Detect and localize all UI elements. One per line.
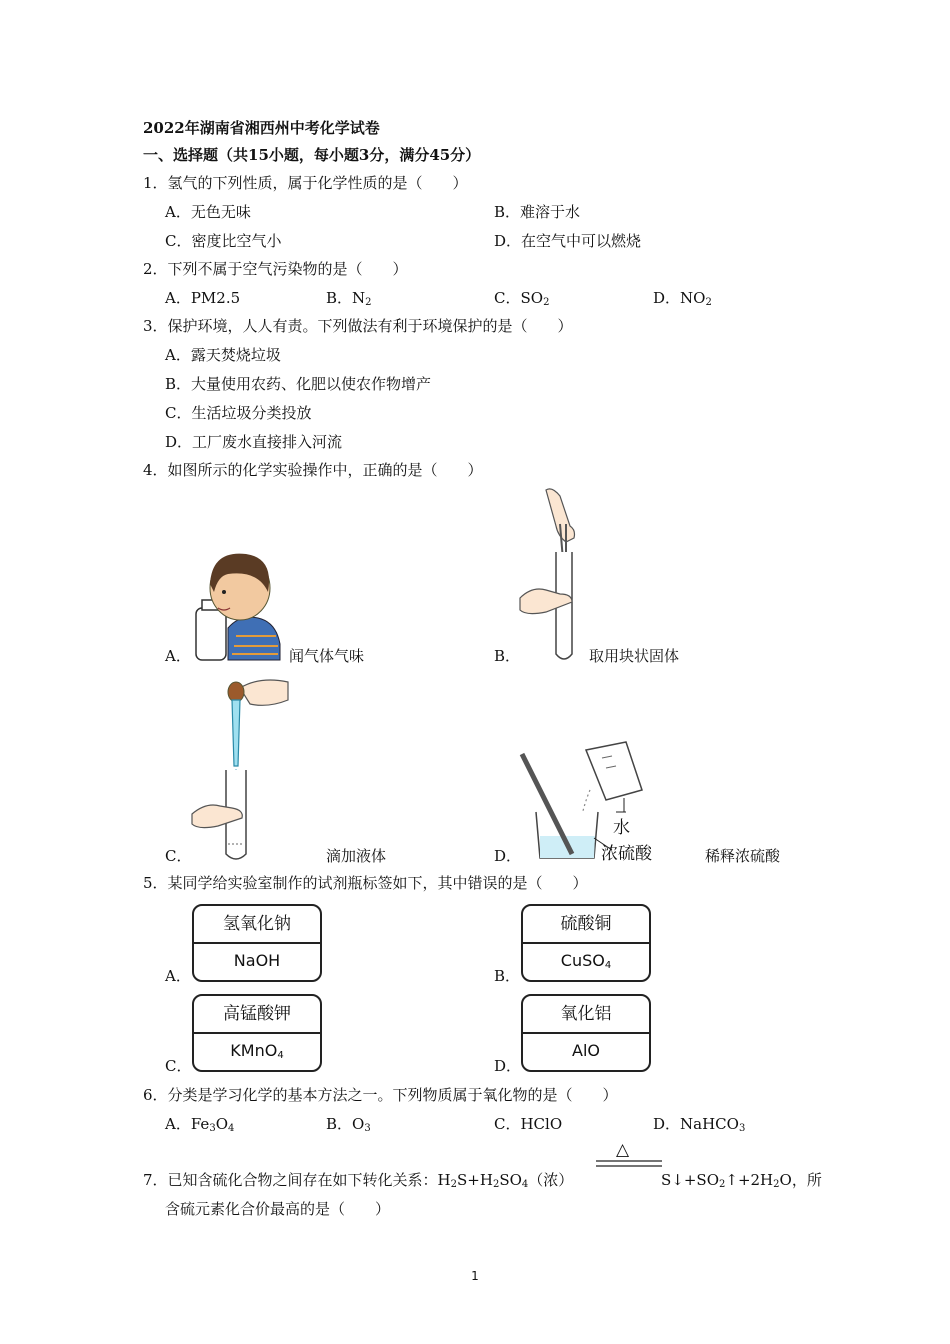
- d-water-label: 水: [613, 818, 630, 838]
- q4-stem: 4．如图所示的化学实验操作中，正确的是（ ）: [143, 461, 483, 479]
- q3-stem: 3．保护环境，人人有责。下列做法有利于环境保护的是（ ）: [143, 317, 573, 335]
- page-number: 1: [471, 1269, 479, 1283]
- heat-condition: △: [616, 1140, 630, 1160]
- q2-option-a[interactable]: A．PM2.5: [165, 289, 241, 307]
- q1-option-c[interactable]: C．密度比空气小: [165, 232, 282, 250]
- q6-stem: 6．分类是学习化学的基本方法之一。下列物质属于氧化物的是（ ）: [143, 1086, 618, 1104]
- q4-option-a-caption: 闻气体气味: [289, 647, 365, 665]
- q5-option-d[interactable]: D．: [494, 1057, 522, 1075]
- q6-option-d[interactable]: D．NaHCO$_3$: [653, 1115, 746, 1134]
- dropper-figure: [188, 674, 292, 864]
- section-heading: 一、选择题（共15小题，每小题3分，满分45分）: [143, 146, 481, 164]
- q4-option-b[interactable]: B．: [494, 647, 521, 665]
- q1-option-d[interactable]: D．在空气中可以燃烧: [494, 232, 642, 250]
- label-cuso4: [521, 904, 651, 982]
- q3-option-a[interactable]: A．露天焚烧垃圾: [165, 346, 281, 364]
- q4-option-b-caption: 取用块状固体: [589, 647, 680, 665]
- q3-option-b[interactable]: B．大量使用农药、化肥以使农作物增产: [165, 375, 432, 393]
- label-kmno4-name: 高锰酸钾: [194, 996, 320, 1034]
- d-acid-label: 浓硫酸: [601, 844, 652, 864]
- q7-stem-line2: 含硫元素化合价最高的是（ ）: [165, 1200, 391, 1218]
- q4-option-c[interactable]: C．: [165, 847, 192, 865]
- q7-stem-line1: 7．已知含硫化合物之间存在如下转化关系：$H_2S+H_2SO_4$（浓）: [143, 1171, 574, 1190]
- label-alo: [521, 994, 651, 1072]
- q5-option-b[interactable]: B．: [494, 967, 521, 985]
- q1-option-b[interactable]: B．难溶于水: [494, 203, 581, 221]
- label-alo-name: 氧化铝: [523, 996, 649, 1034]
- q4-option-c-caption: 滴加液体: [326, 847, 387, 865]
- reaction-equal-sign: [596, 1160, 662, 1168]
- q6-option-b[interactable]: B．$O_3$: [326, 1115, 371, 1134]
- q5-option-c[interactable]: C．: [165, 1057, 192, 1075]
- q7-products: $S↓+SO_2↑+2H_2O$，所: [661, 1171, 822, 1190]
- solid-tweezers-figure: [516, 486, 596, 664]
- smell-gas-figure: [188, 548, 284, 662]
- label-naoh-formula: NaOH: [233, 951, 281, 970]
- q5-stem: 5．某同学给实验室制作的试剂瓶标签如下，其中错误的是（ ）: [143, 874, 588, 892]
- q1-option-a[interactable]: A．无色无味: [165, 203, 251, 221]
- q4-option-a[interactable]: A．: [165, 647, 191, 665]
- q2-option-c[interactable]: C．$SO_2$: [494, 289, 550, 308]
- q3-option-d[interactable]: D．工厂废水直接排入河流: [165, 433, 343, 451]
- q4-option-d[interactable]: D．: [494, 847, 522, 865]
- q2-option-d[interactable]: D．$NO_2$: [653, 289, 712, 308]
- label-naoh: [192, 904, 322, 982]
- label-cuso4-name: 硫酸铜: [523, 906, 649, 944]
- q2-stem: 2．下列不属于空气污染物的是（ ）: [143, 260, 408, 278]
- q2-option-b[interactable]: B．$N_2$: [326, 289, 372, 308]
- label-cuso4-formula: CuSO$_4$: [560, 951, 612, 971]
- label-alo-formula: AlO: [572, 1041, 600, 1060]
- label-naoh-name: 氢氧化钠: [194, 906, 320, 944]
- label-kmno4: [192, 994, 322, 1072]
- q4-option-d-caption: 稀释浓硫酸: [705, 847, 781, 865]
- q3-option-c[interactable]: C．生活垃圾分类投放: [165, 404, 312, 422]
- q6-option-c[interactable]: C．HClO: [494, 1115, 563, 1133]
- q5-option-a[interactable]: A．: [165, 967, 191, 985]
- paper-title: 2022年湖南省湘西州中考化学试卷: [143, 119, 380, 137]
- label-kmno4-formula: KMnO$_4$: [230, 1041, 284, 1061]
- q1-stem: 1．氢气的下列性质，属于化学性质的是（ ）: [143, 174, 468, 192]
- q6-option-a[interactable]: A．$Fe_3O_4$: [165, 1115, 235, 1134]
